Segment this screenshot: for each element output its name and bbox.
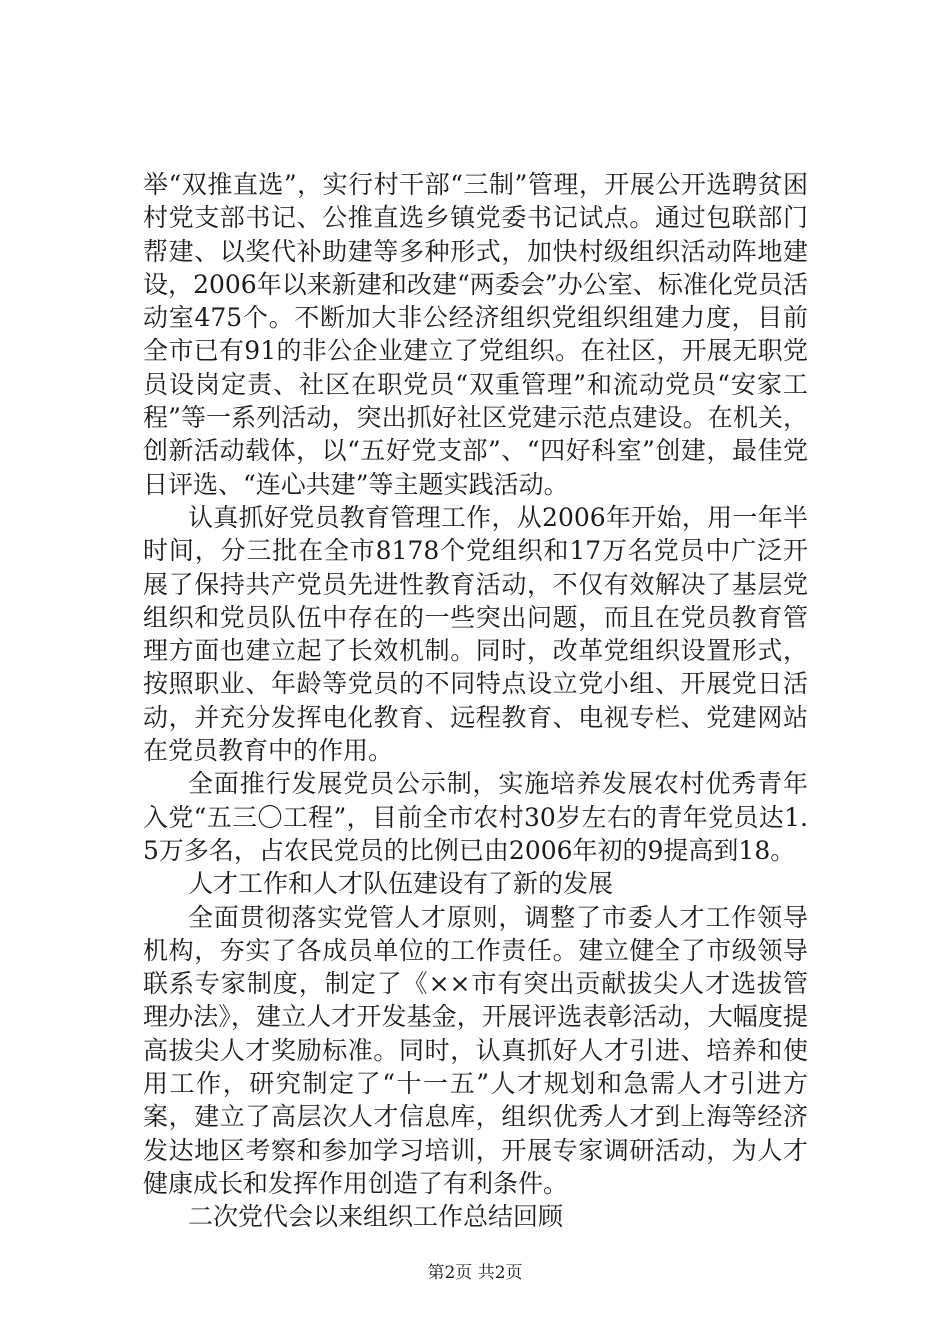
paragraph-4: 全面贯彻落实党管人才原则，调整了市委人才工作领导机构，夯实了各成员单位的工作责任。建立健全了市级领导联系专家制度，制定了《××市有突出贡献拔尖人才选拔管理办法》，建立人才开发基金，开展评选表彰活动，大幅度提高拔尖人才奖励标准。同时，认真抓好人才引进、培养和使用工作，研究制定了“十一五”人才规划和急需人才引进方案，建立了高层次人才信息库，组织优秀人才到上海等经济发达地区考察和参加学习培训，开展专家调研活动，为人才健康成长和发挥作用创造了有利条件。 bbox=[143, 902, 808, 1198]
page-footer: 第2页 共2页 bbox=[427, 1263, 523, 1283]
section-heading-talent: 人才工作和人才队伍建设有了新的发展 bbox=[188, 869, 614, 899]
paragraph-1: 举“双推直选”，实行村干部“三制”管理，开展公开选聘贫困村党支部书记、公推直选乡镇党委书记试点。通过包联部门帮建、以奖代补助建等多种形式，加快村级组织活动阵地建设，2006年以来新建和改建“两委会”办公室、标准化党员活动室475个。不断加大非公经济组织党组织组建力度，目前全市已有91的非公企业建立了党组织。在社区，开展无职党员设岗定责、社区在职党员“双重管理”和流动党员“安家工程”等一系列活动，突出抓好社区党建示范点建设。在机关，创新活动载体，以“五好党支部”、“四好科室”创建，最佳党日评选、“连心共建”等主题实践活动。 bbox=[143, 170, 808, 499]
document-body bbox=[143, 168, 808, 1234]
paragraph-3: 全面推行发展党员公示制，实施培养发展农村优秀青年入党“五三〇工程”，目前全市农村30岁左右的青年党员达1.5万多名，占农民党员的比例已由2006年初的9提高到18。 bbox=[143, 769, 808, 865]
paragraph-2: 认真抓好党员教育管理工作，从2006年开始，用一年半时间，分三批在全市8178个党组织和17万名党员中广泛开展了保持共产党员先进性教育活动，不仅有效解决了基层党组织和党员队伍中存在的一些突出问题，而且在党员教育管理方面也建立起了长效机制。同时，改革党组织设置形式，按照职业、年龄等党员的不同特点设立党小组、开展党日活动，并充分发挥电化教育、远程教育、电视专栏、党建网站在党员教育中的作用。 bbox=[143, 502, 808, 766]
section-heading-review: 二次党代会以来组织工作总结回顾 bbox=[188, 1202, 564, 1232]
